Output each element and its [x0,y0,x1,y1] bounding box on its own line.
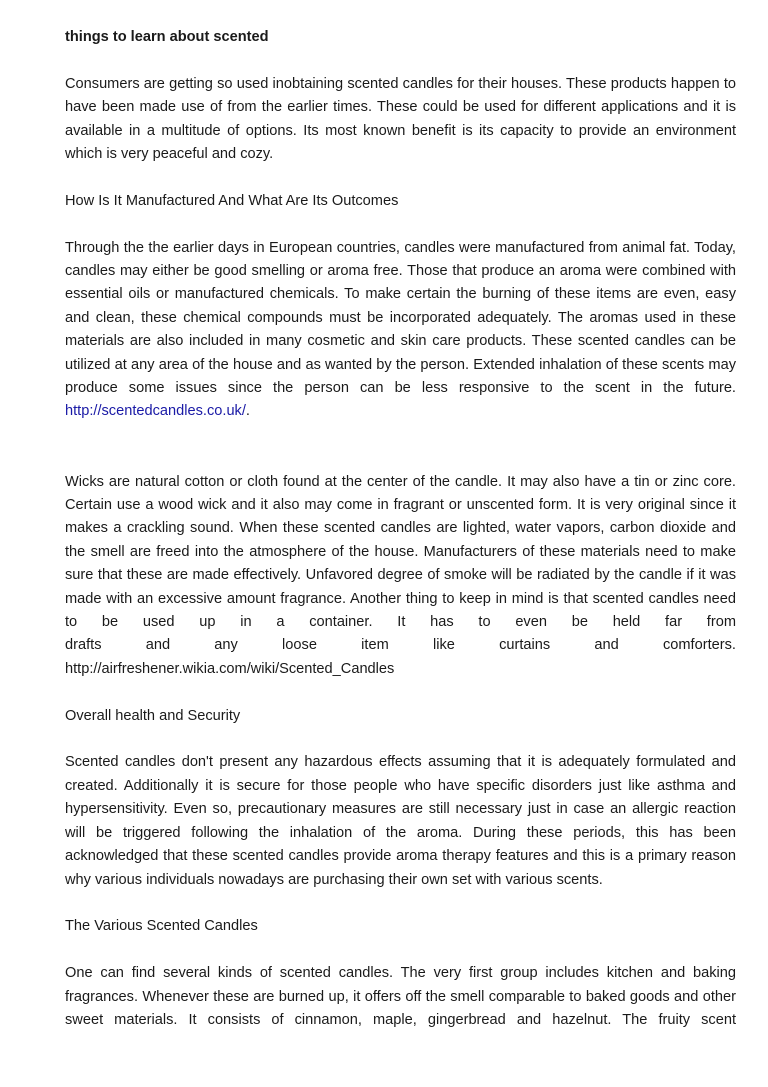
spread-word: and [145,637,171,654]
spread-word: curtains [499,637,551,654]
spread-line [65,634,736,657]
document-page [65,26,736,1056]
section-heading-various: The Various Scented Candles [65,918,258,935]
spread-word: and [594,637,619,654]
spacer [65,447,736,470]
scentedcandles-link[interactable]: http://scentedcandles.co.uk/ [65,403,246,420]
various-paragraph: One can find several kinds of scented candles. The very first group includes kitchen and baking fragrances. Whenever these are burned up, it offers off the smell comparable to baked goods and other sweet materials. It consists of cinnamon, maple, gingerbread and hazelnut. The fruity scent [65,965,736,1028]
manufacturing-paragraph [65,237,736,424]
wicks-text: Wicks are natural cotton or cloth found at the center of the candle. It may also have a tin or zinc core. Certain use a wood wick and it also may come in fragrant or unscented form. It is very original since it makes a crackling sound. When these scented candles are lighted, water vapors, carbon dioxide and the smell are freed into the atmosphere of the house. Manufacturers of these materials need to make sure that these are made effectively. Unfavored degree of smoke will be radiated by the candle if it was made with an excessive amount fragrance. Another thing to keep in mind is that scented candles need to be used up in a container. It has to even be held far from [65,473,736,631]
spread-word: like [432,637,455,654]
spread-word: comforters. [662,637,736,654]
wicks-paragraph [65,471,736,682]
health-paragraph: Scented candles don't present any hazardous effects assuming that it is adequately formulated and created. Additionally it is secure for those people who have specific disorders just like asthma and hypersensitivity. Even so, precautionary measures are still necessary just in case an allergic reaction will be triggered following the inhalation of the aroma. During these periods, this has been acknowledged that these scented candles provide aroma therapy features and this is a primary reason why various individuals nowadays are purchasing their own set with various scents. [65,754,736,888]
manufacturing-text: Through the the earlier days in European countries, candles were manufactured from animal fat. Today, candles may either be good smelling or aroma free. Those that produce an aroma were combined with essential oils or manufactured chemicals. To make certain the burning of these items are even, easy and clean, these chemical compounds must be incorporated adequately. The aromas used in these materials are also included in many cosmetic and skin care products. These scented candles can be utilized at any area of the house and as wanted by the person. Extended inhalation of these scents may produce some issues since the person can be less responsive to the scent in the future. [65,239,736,397]
intro-paragraph: Consumers are getting so used inobtaining scented candles for their houses. These products happen to have been made use of from the earlier times. These could be used for different applications and it is available in a multitude of options. Its most known benefit is its capacity to provide an environment which is very peaceful and cozy. [65,75,736,163]
airfreshener-url-text: http://airfreshener.wikia.com/wiki/Scented_Candles [65,660,395,677]
spread-word: item [361,637,389,654]
link-suffix: . [245,403,250,420]
document-title: things to learn about scented [65,29,269,45]
spread-word: any [214,637,238,654]
spread-word: drafts [65,637,102,654]
section-heading-health: Overall health and Security [65,707,241,724]
section-heading-manufactured: How Is It Manufactured And What Are Its Outcomes [65,192,399,209]
spread-word: loose [282,637,317,654]
